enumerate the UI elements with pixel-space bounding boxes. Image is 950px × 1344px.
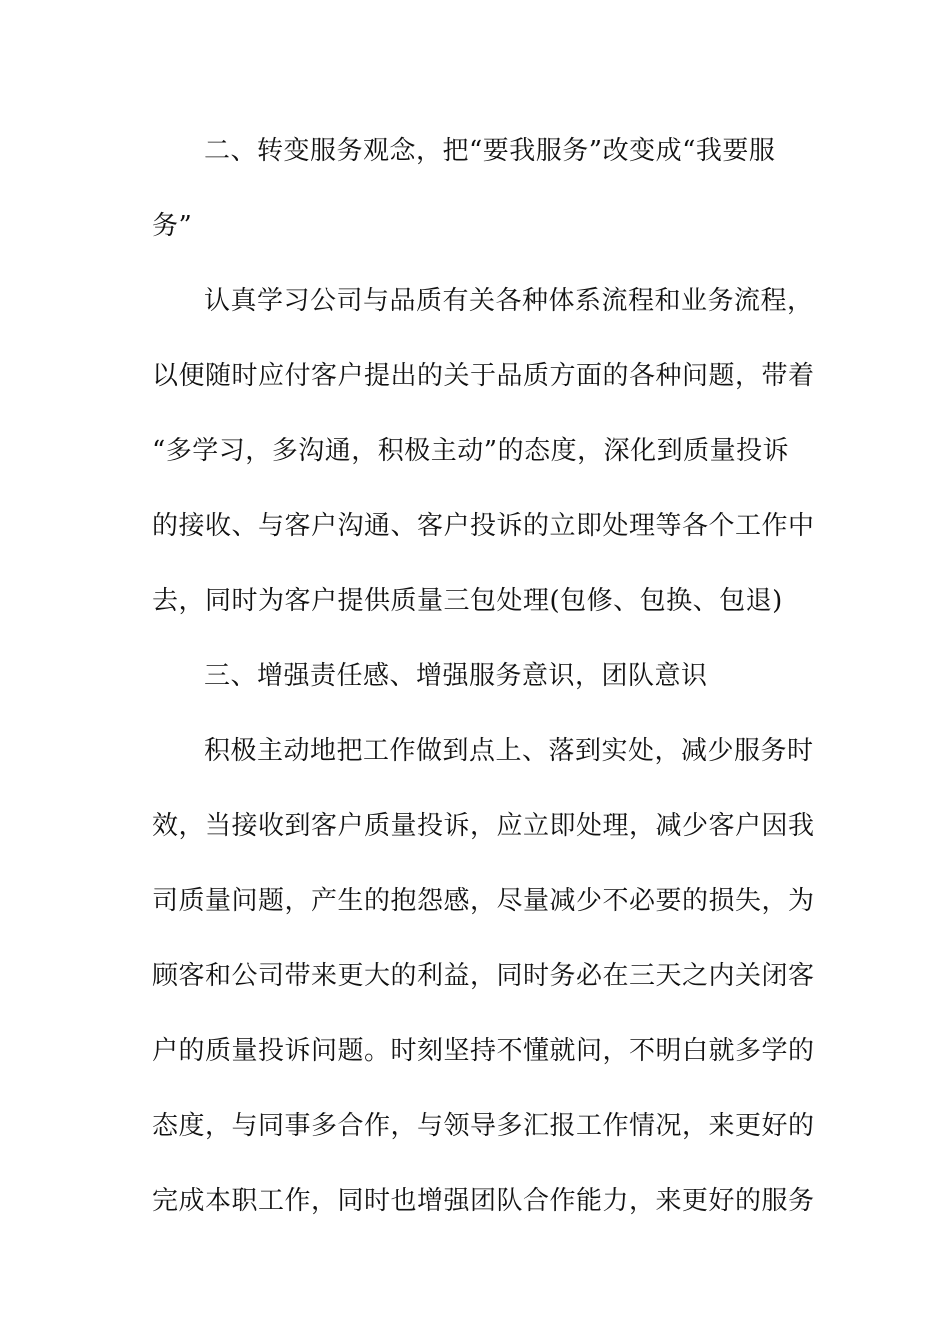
section-heading-2-line-1: 二、转变服务观念，把“要我服务”改变成“我要服	[204, 136, 776, 166]
paragraph-line: 以便随时应付客户提出的关于品质方面的各种问题，带着	[152, 361, 815, 391]
document-body	[152, 114, 815, 1239]
paragraph-line: 去，同时为客户提供质量三包处理(包修、包换、包退)	[152, 586, 783, 616]
section-heading-3: 三、增强责任感、增强服务意识，团队意识	[204, 661, 708, 691]
paragraph-line: 效，当接收到客户质量投诉，应立即处理，减少客户因我	[152, 811, 815, 841]
section-heading-2-line-2: 务”	[152, 211, 193, 241]
paragraph-line: 认真学习公司与品质有关各种体系流程和业务流程，	[204, 286, 814, 316]
paragraph-line: 顾客和公司带来更大的利益，同时务必在三天之内关闭客	[152, 961, 815, 991]
paragraph-line: 的接收、与客户沟通、客户投诉的立即处理等各个工作中	[152, 511, 815, 541]
paragraph-line: 户的质量投诉问题。时刻坚持不懂就问，不明白就多学的	[152, 1036, 815, 1066]
paragraph-line: 司质量问题，产生的抱怨感，尽量减少不必要的损失，为	[152, 886, 815, 916]
paragraph-line: 积极主动地把工作做到点上、落到实处，减少服务时	[204, 736, 814, 766]
paragraph-line: 态度，与同事多合作，与领导多汇报工作情况，来更好的	[152, 1111, 815, 1141]
paragraph-line: 完成本职工作，同时也增强团队合作能力，来更好的服务	[152, 1186, 815, 1216]
paragraph-line: “多学习，多沟通，积极主动”的态度，深化到质量投诉	[152, 436, 790, 466]
